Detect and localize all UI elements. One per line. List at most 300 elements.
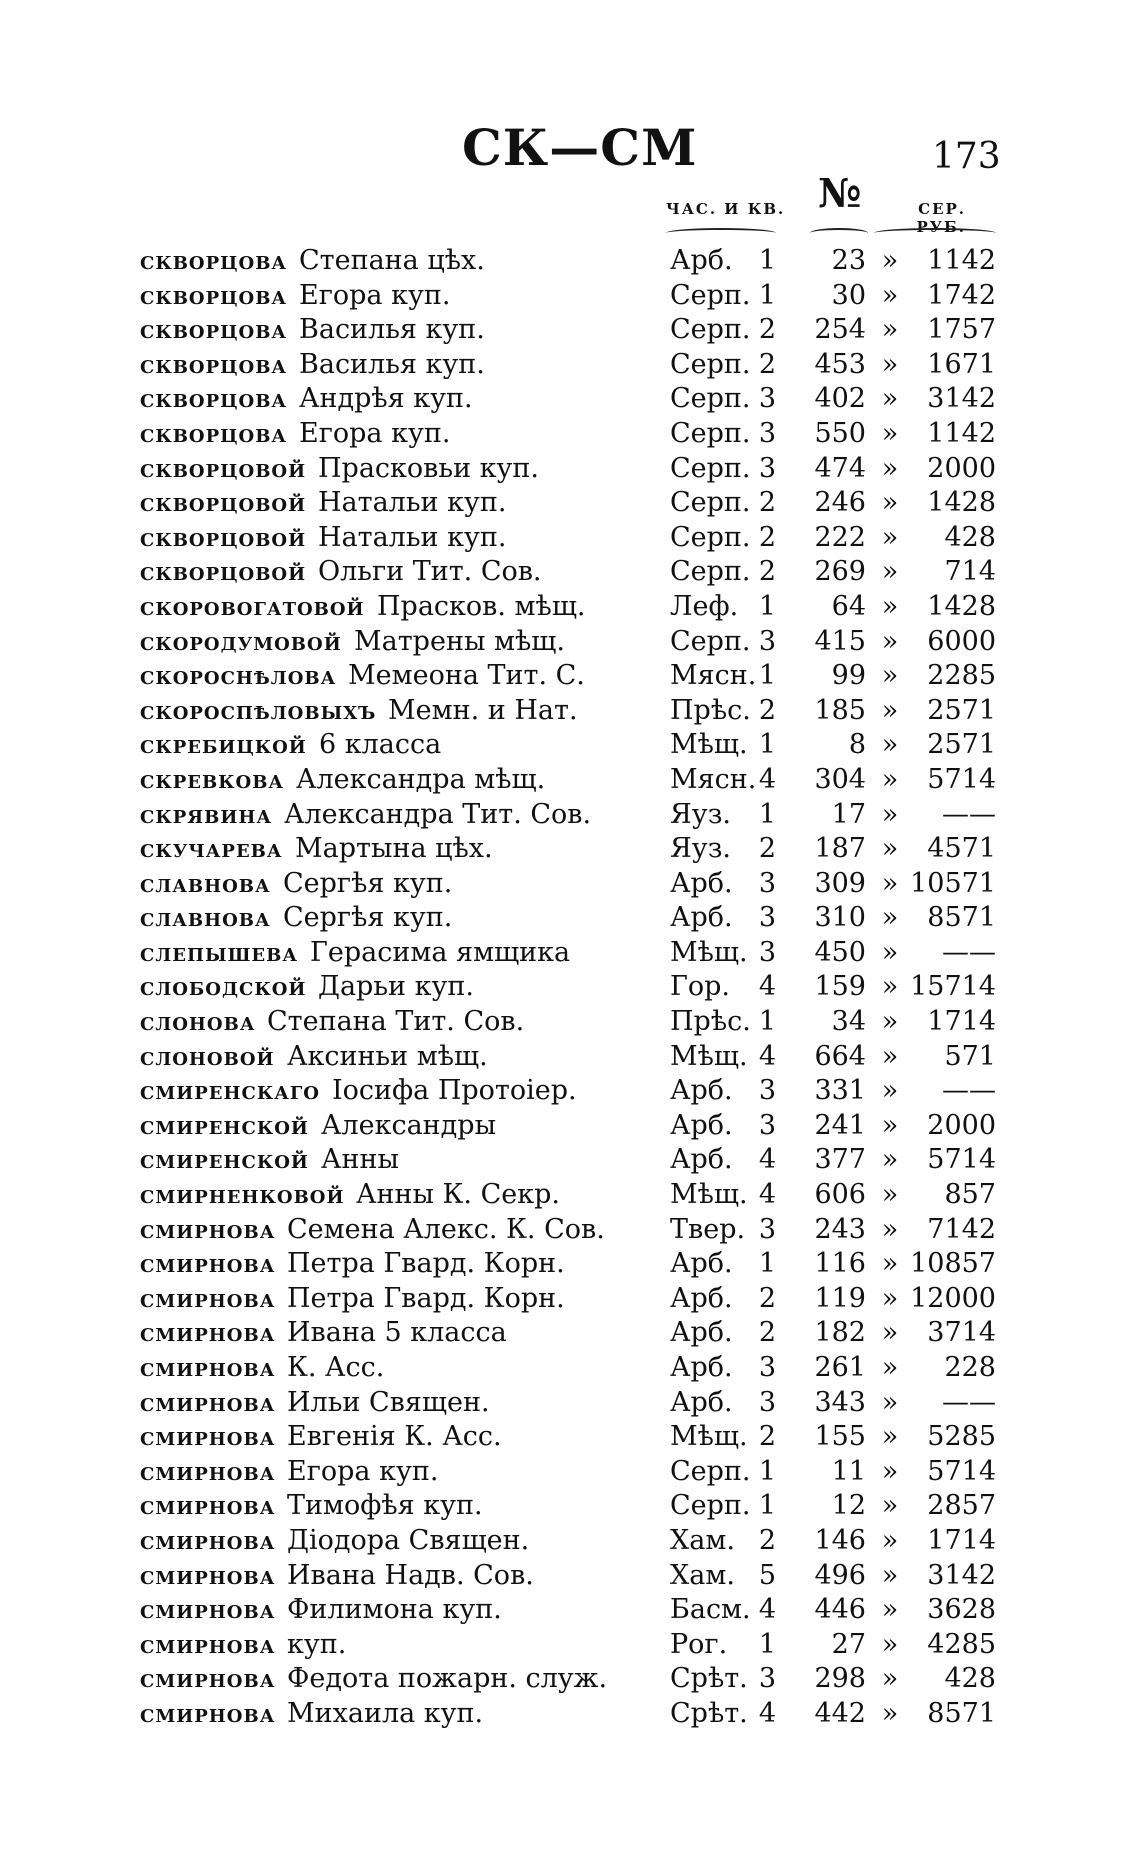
entry-number: 442: [814, 1697, 866, 1729]
list-item: [0, 694, 1140, 729]
entry-part: Серп.: [670, 417, 751, 449]
entry-price: 8571: [927, 902, 996, 934]
entry-description: Федота пожарн. служ.: [287, 1663, 608, 1695]
entry-ditto-mark: »: [881, 1559, 899, 1591]
entry-description: Петра Гвард. Корн.: [287, 1282, 565, 1314]
list-item: [0, 1524, 1140, 1559]
entry-ditto-mark: »: [881, 279, 899, 311]
entry-surname: смирнова: [140, 1491, 276, 1521]
entry-price: ——: [942, 1075, 996, 1107]
entry-number: 241: [814, 1109, 866, 1141]
entry-number: 30: [831, 279, 866, 311]
entry-part: Серп.: [670, 279, 751, 311]
entry-number: 64: [831, 590, 866, 622]
entry-surname: смиренской: [140, 1110, 309, 1140]
entry-description: Прасков. мѣщ.: [377, 590, 586, 622]
entry-quarter: 1: [758, 660, 776, 692]
entry-surname: слоновой: [140, 1041, 275, 1071]
entry-quarter: 3: [758, 1663, 776, 1695]
entry-part: Мѣщ.: [670, 729, 748, 761]
entry-quarter: 3: [758, 1109, 776, 1141]
entry-price: 571: [944, 1040, 996, 1072]
entry-number: 159: [814, 971, 866, 1003]
entry-quarter: 2: [758, 314, 776, 346]
entry-description: куп.: [287, 1628, 347, 1660]
entry-price: 5714: [927, 763, 996, 795]
entry-number: 116: [814, 1248, 866, 1280]
entry-part: Серп.: [670, 383, 751, 415]
entry-price: 6000: [927, 625, 996, 657]
entry-price: 1714: [927, 1524, 996, 1556]
entry-price: 2285: [927, 660, 996, 692]
entry-quarter: 3: [758, 1352, 776, 1383]
entry-ditto-mark: »: [881, 867, 899, 899]
entry-quarter: 1: [758, 798, 776, 830]
entry-ditto-mark: »: [881, 625, 899, 657]
entry-number: 310: [814, 902, 866, 934]
list-item: [0, 867, 1140, 902]
entry-quarter: 1: [758, 1628, 776, 1660]
entry-part: Яуз.: [670, 833, 732, 865]
entry-ditto-mark: »: [881, 763, 899, 795]
entry-part: Арб.: [670, 1248, 733, 1280]
column-header-part-quarter: ЧАС. И КВ.: [666, 200, 786, 218]
list-item: [0, 313, 1140, 348]
entry-part: Арб.: [670, 245, 733, 276]
entry-part: Рог.: [670, 1628, 728, 1660]
entry-part: Мѣщ.: [670, 1421, 748, 1453]
entry-price: 1142: [927, 417, 996, 449]
list-item: [0, 936, 1140, 971]
entry-number: 309: [814, 867, 866, 899]
entry-number: 415: [814, 625, 866, 657]
entry-description: Герасима ямщика: [310, 936, 571, 968]
entry-price: ——: [942, 798, 996, 830]
list-item: [0, 901, 1140, 936]
entry-ditto-mark: »: [881, 487, 899, 519]
entry-description: Тимофѣя куп.: [287, 1490, 483, 1522]
entry-part: Мѣщ.: [670, 936, 748, 968]
entry-price: 1757: [927, 314, 996, 346]
entry-surname: слонова: [140, 1007, 256, 1037]
entry-surname: смирнова: [140, 1249, 276, 1279]
entry-number: 496: [814, 1559, 866, 1591]
entry-quarter: 2: [758, 1524, 776, 1556]
entry-price: 4571: [927, 833, 996, 865]
entry-ditto-mark: »: [881, 1317, 899, 1349]
list-item: [0, 452, 1140, 487]
entry-ditto-mark: »: [881, 417, 899, 449]
page-number: 173: [932, 136, 1001, 177]
entry-price: ——: [942, 936, 996, 968]
entry-quarter: 4: [758, 971, 776, 1003]
entry-ditto-mark: »: [881, 348, 899, 380]
entry-description: Александры: [321, 1109, 497, 1141]
entry-price: 5714: [927, 1455, 996, 1487]
list-item: [0, 382, 1140, 417]
entry-ditto-mark: »: [881, 1040, 899, 1072]
entry-price: 15714: [910, 971, 996, 1003]
entry-surname: скворцовой: [140, 453, 307, 483]
entry-ditto-mark: »: [881, 1421, 899, 1453]
entry-surname: смирнова: [140, 1456, 276, 1486]
entry-number: 254: [814, 314, 866, 346]
entry-description: 6 класса: [319, 729, 442, 761]
entry-surname: смирнова: [140, 1664, 276, 1694]
entry-part: Гор.: [670, 971, 730, 1003]
entry-quarter: 4: [758, 763, 776, 795]
entry-price: 3714: [927, 1317, 996, 1349]
entry-description: Михаила куп.: [287, 1697, 484, 1729]
entry-description: Василья куп.: [299, 348, 485, 380]
entry-number: 185: [814, 694, 866, 726]
list-item: [0, 1420, 1140, 1455]
entry-price: 10857: [910, 1248, 996, 1280]
entry-surname: смирнова: [140, 1560, 276, 1590]
entry-number: 446: [814, 1594, 866, 1626]
entry-price: ——: [942, 1386, 996, 1418]
list-item: [0, 1386, 1140, 1421]
entry-price: 5285: [927, 1421, 996, 1453]
entry-ditto-mark: »: [881, 1006, 899, 1038]
entry-ditto-mark: »: [881, 1352, 899, 1383]
entry-surname: скворцова: [140, 246, 288, 275]
entry-part: Серп.: [670, 452, 751, 484]
entry-quarter: 5: [758, 1559, 776, 1591]
entry-number: 146: [814, 1524, 866, 1556]
entry-description: Анны: [321, 1144, 399, 1176]
entry-part: Басм.: [670, 1594, 751, 1626]
entry-description: Натальи куп.: [318, 521, 507, 553]
entry-quarter: 2: [758, 556, 776, 588]
entry-surname: славнова: [140, 903, 271, 933]
entry-price: 2571: [927, 729, 996, 761]
entry-description: Ивана Надв. Сов.: [287, 1559, 534, 1591]
entry-description: Аксиньи мѣщ.: [287, 1040, 488, 1072]
entry-number: 377: [814, 1144, 866, 1176]
entry-description: Ивана 5 класса: [287, 1317, 507, 1349]
entry-description: Семена Алекс. К. Сов.: [287, 1213, 605, 1245]
entry-surname: слободской: [140, 972, 307, 1002]
entry-number: 664: [814, 1040, 866, 1072]
entry-number: 298: [814, 1663, 866, 1695]
entry-quarter: 1: [758, 590, 776, 622]
entry-number: 11: [831, 1455, 866, 1487]
list-item: [0, 1351, 1140, 1386]
entry-surname: скворцовой: [140, 557, 307, 587]
entry-quarter: 3: [758, 936, 776, 968]
entry-number: 304: [814, 763, 866, 795]
list-item: [0, 1697, 1140, 1732]
entry-price: 3142: [927, 1559, 996, 1591]
entry-ditto-mark: »: [881, 660, 899, 692]
list-item: [0, 1593, 1140, 1628]
list-item: [0, 1074, 1140, 1109]
entry-description: Дарьи куп.: [318, 971, 474, 1003]
entry-surname: скучарева: [140, 834, 283, 864]
entry-surname: скороснѣлова: [140, 661, 337, 691]
entry-ditto-mark: »: [881, 556, 899, 588]
entry-surname: скоровогатовой: [140, 591, 365, 621]
list-item: [0, 1455, 1140, 1490]
entry-price: 428: [944, 1663, 996, 1695]
list-item: [0, 1040, 1140, 1075]
entry-price: 1714: [927, 1006, 996, 1038]
entry-quarter: 2: [758, 694, 776, 726]
entry-part: Серп.: [670, 348, 751, 380]
entry-ditto-mark: »: [881, 590, 899, 622]
entry-ditto-mark: »: [881, 971, 899, 1003]
entry-surname: скворцова: [140, 349, 288, 379]
entry-number: 187: [814, 833, 866, 865]
entry-quarter: 4: [758, 1144, 776, 1176]
entry-quarter: 2: [758, 1421, 776, 1453]
entry-price: 2857: [927, 1490, 996, 1522]
entry-part: Арб.: [670, 1317, 733, 1349]
entry-surname: смирнова: [140, 1629, 276, 1659]
entry-number: 331: [814, 1075, 866, 1107]
entry-description: Егора куп.: [299, 279, 451, 311]
entry-surname: смирнова: [140, 1525, 276, 1555]
entry-quarter: 4: [758, 1179, 776, 1211]
entry-quarter: 3: [758, 417, 776, 449]
entry-ditto-mark: »: [881, 245, 899, 276]
entry-surname: скворцова: [140, 418, 288, 448]
entry-price: 2000: [927, 1109, 996, 1141]
entry-part: Арб.: [670, 867, 733, 899]
entry-ditto-mark: »: [881, 1663, 899, 1695]
entry-number: 246: [814, 487, 866, 519]
entry-ditto-mark: »: [881, 833, 899, 865]
entry-quarter: 3: [758, 867, 776, 899]
entry-description: Александра мѣщ.: [296, 763, 546, 795]
list-item: [0, 1247, 1140, 1282]
entry-description: Александра Тит. Сов.: [284, 798, 592, 830]
entry-surname: скворцова: [140, 315, 288, 345]
entry-number: 27: [831, 1628, 866, 1660]
entry-number: 450: [814, 936, 866, 968]
entry-part: Серп.: [670, 521, 751, 553]
entry-part: Хам.: [670, 1559, 735, 1591]
entry-ditto-mark: »: [881, 1248, 899, 1280]
entry-description: Филимона куп.: [287, 1594, 502, 1626]
entry-part: Арб.: [670, 1282, 733, 1314]
list-item: [0, 348, 1140, 383]
list-item: [0, 1005, 1140, 1040]
entry-surname: скребицкой: [140, 730, 307, 760]
entry-ditto-mark: »: [881, 1282, 899, 1314]
entry-ditto-mark: »: [881, 1109, 899, 1141]
entry-description: Анны К. Секр.: [356, 1179, 560, 1211]
entry-number: 182: [814, 1317, 866, 1349]
list-item: [0, 970, 1140, 1005]
entry-description: Діодора Священ.: [287, 1524, 530, 1556]
brace-price: [874, 228, 996, 238]
entry-quarter: 3: [758, 625, 776, 657]
entry-quarter: 4: [758, 1697, 776, 1729]
entry-description: Мемн. и Нат.: [388, 694, 578, 726]
entry-ditto-mark: »: [881, 798, 899, 830]
entry-quarter: 3: [758, 1075, 776, 1107]
entry-price: 1742: [927, 279, 996, 311]
entry-price: 1428: [927, 487, 996, 519]
entry-surname: смирнова: [140, 1283, 276, 1313]
entry-surname: смирнова: [140, 1387, 276, 1417]
entry-number: 243: [814, 1213, 866, 1245]
entry-number: 222: [814, 521, 866, 553]
list-item: [0, 1489, 1140, 1524]
list-item: [0, 798, 1140, 833]
entry-number: 261: [814, 1352, 866, 1383]
entry-part: Срѣт.: [670, 1663, 748, 1695]
entry-number: 550: [814, 417, 866, 449]
entry-description: Егора куп.: [299, 417, 451, 449]
entry-surname: скворцовой: [140, 522, 307, 552]
brace-number: [810, 228, 868, 238]
entry-price: 1428: [927, 590, 996, 622]
entry-quarter: 3: [758, 452, 776, 484]
entry-quarter: 3: [758, 902, 776, 934]
list-item: [0, 1628, 1140, 1663]
entry-description: Матрены мѣщ.: [354, 625, 565, 657]
entry-price: 10571: [910, 867, 996, 899]
entry-part: Мясн.: [670, 763, 757, 795]
entry-description: Андрѣя куп.: [299, 383, 473, 415]
entry-part: Серп.: [670, 1490, 751, 1522]
entry-price: 1142: [927, 245, 996, 276]
entry-surname: смирнова: [140, 1318, 276, 1348]
entry-ditto-mark: »: [881, 1524, 899, 1556]
entry-part: Леф.: [670, 590, 739, 622]
entry-ditto-mark: »: [881, 1628, 899, 1660]
entry-number: 119: [814, 1282, 866, 1314]
entry-surname: смиренской: [140, 1145, 309, 1175]
entry-part: Серп.: [670, 487, 751, 519]
entry-quarter: 1: [758, 245, 776, 276]
entry-part: Мѣщ.: [670, 1179, 748, 1211]
list-item: [0, 244, 1140, 279]
column-header-number: №: [818, 170, 862, 217]
entry-price: 4285: [927, 1628, 996, 1660]
entry-surname: смирнова: [140, 1214, 276, 1244]
list-item: [0, 1282, 1140, 1317]
entry-part: Срѣт.: [670, 1697, 748, 1729]
entry-part: Серп.: [670, 314, 751, 346]
entry-description: Степана Тит. Сов.: [267, 1006, 525, 1038]
entry-part: Арб.: [670, 1075, 733, 1107]
entry-surname: скворцова: [140, 384, 288, 414]
entry-quarter: 4: [758, 1040, 776, 1072]
entry-part: Хам.: [670, 1524, 735, 1556]
entry-ditto-mark: »: [881, 1144, 899, 1176]
entry-quarter: 2: [758, 1282, 776, 1314]
page-header-title: СК—СМ: [462, 118, 698, 177]
entry-part: Арб.: [670, 1144, 733, 1176]
list-item: [0, 279, 1140, 314]
entry-description: Ольги Тит. Сов.: [318, 556, 542, 588]
entry-part: Мясн.: [670, 660, 757, 692]
entry-price: 428: [944, 521, 996, 553]
entry-ditto-mark: »: [881, 729, 899, 761]
entry-price: 3628: [927, 1594, 996, 1626]
entry-quarter: 4: [758, 1594, 776, 1626]
list-item: [0, 1213, 1140, 1248]
entry-description: Іосифа Протоіер.: [332, 1075, 577, 1107]
entry-number: 453: [814, 348, 866, 380]
entry-part: Серп.: [670, 625, 751, 657]
brace-part-quarter: [666, 228, 776, 238]
entry-ditto-mark: »: [881, 452, 899, 484]
entry-ditto-mark: »: [881, 694, 899, 726]
entry-price: 857: [944, 1179, 996, 1211]
entry-description: Сергѣя куп.: [283, 902, 453, 934]
entry-quarter: 1: [758, 1455, 776, 1487]
entry-quarter: 1: [758, 1248, 776, 1280]
entry-number: 269: [814, 556, 866, 588]
entries-list: [0, 244, 1140, 1732]
entry-quarter: 1: [758, 279, 776, 311]
entry-number: 402: [814, 383, 866, 415]
entry-number: 99: [831, 660, 866, 692]
entry-description: Петра Гвард. Корн.: [287, 1248, 565, 1280]
entry-description: Натальи куп.: [318, 487, 507, 519]
entry-part: Твер.: [670, 1213, 746, 1245]
entry-price: 714: [944, 556, 996, 588]
entry-ditto-mark: »: [881, 1455, 899, 1487]
entry-quarter: 2: [758, 487, 776, 519]
list-item: [0, 1178, 1140, 1213]
entry-quarter: 3: [758, 383, 776, 415]
entry-number: 155: [814, 1421, 866, 1453]
entry-quarter: 2: [758, 833, 776, 865]
entry-quarter: 1: [758, 1490, 776, 1522]
entry-ditto-mark: »: [881, 1213, 899, 1245]
list-item: [0, 1316, 1140, 1351]
entry-part: Яуз.: [670, 798, 732, 830]
entry-ditto-mark: »: [881, 1697, 899, 1729]
list-item: [0, 486, 1140, 521]
list-item: [0, 1559, 1140, 1594]
entry-surname: смирнова: [140, 1422, 276, 1452]
entry-quarter: 2: [758, 348, 776, 380]
entry-surname: скревкова: [140, 764, 285, 794]
entry-number: 474: [814, 452, 866, 484]
list-item: [0, 763, 1140, 798]
entry-ditto-mark: »: [881, 1179, 899, 1211]
entry-part: Серп.: [670, 1455, 751, 1487]
entry-surname: скороспѣловыхъ: [140, 695, 377, 725]
entry-surname: смирнова: [140, 1698, 276, 1728]
entry-description: Степана цѣх.: [299, 245, 485, 276]
column-header-price: СЕР. РУБ.: [916, 200, 966, 236]
list-item: [0, 659, 1140, 694]
entry-price: 8571: [927, 1697, 996, 1729]
list-item: [0, 521, 1140, 556]
entry-ditto-mark: »: [881, 1490, 899, 1522]
entry-price: 2000: [927, 452, 996, 484]
entry-part: Арб.: [670, 902, 733, 934]
entry-quarter: 1: [758, 1006, 776, 1038]
entry-quarter: 3: [758, 1213, 776, 1245]
list-item: [0, 832, 1140, 867]
entry-number: 34: [831, 1006, 866, 1038]
entry-description: Мартына цѣх.: [295, 833, 493, 865]
entry-ditto-mark: »: [881, 383, 899, 415]
entry-number: 606: [814, 1179, 866, 1211]
entry-surname: смирнова: [140, 1595, 276, 1625]
entry-ditto-mark: »: [881, 936, 899, 968]
entry-surname: смиренскаго: [140, 1076, 320, 1106]
